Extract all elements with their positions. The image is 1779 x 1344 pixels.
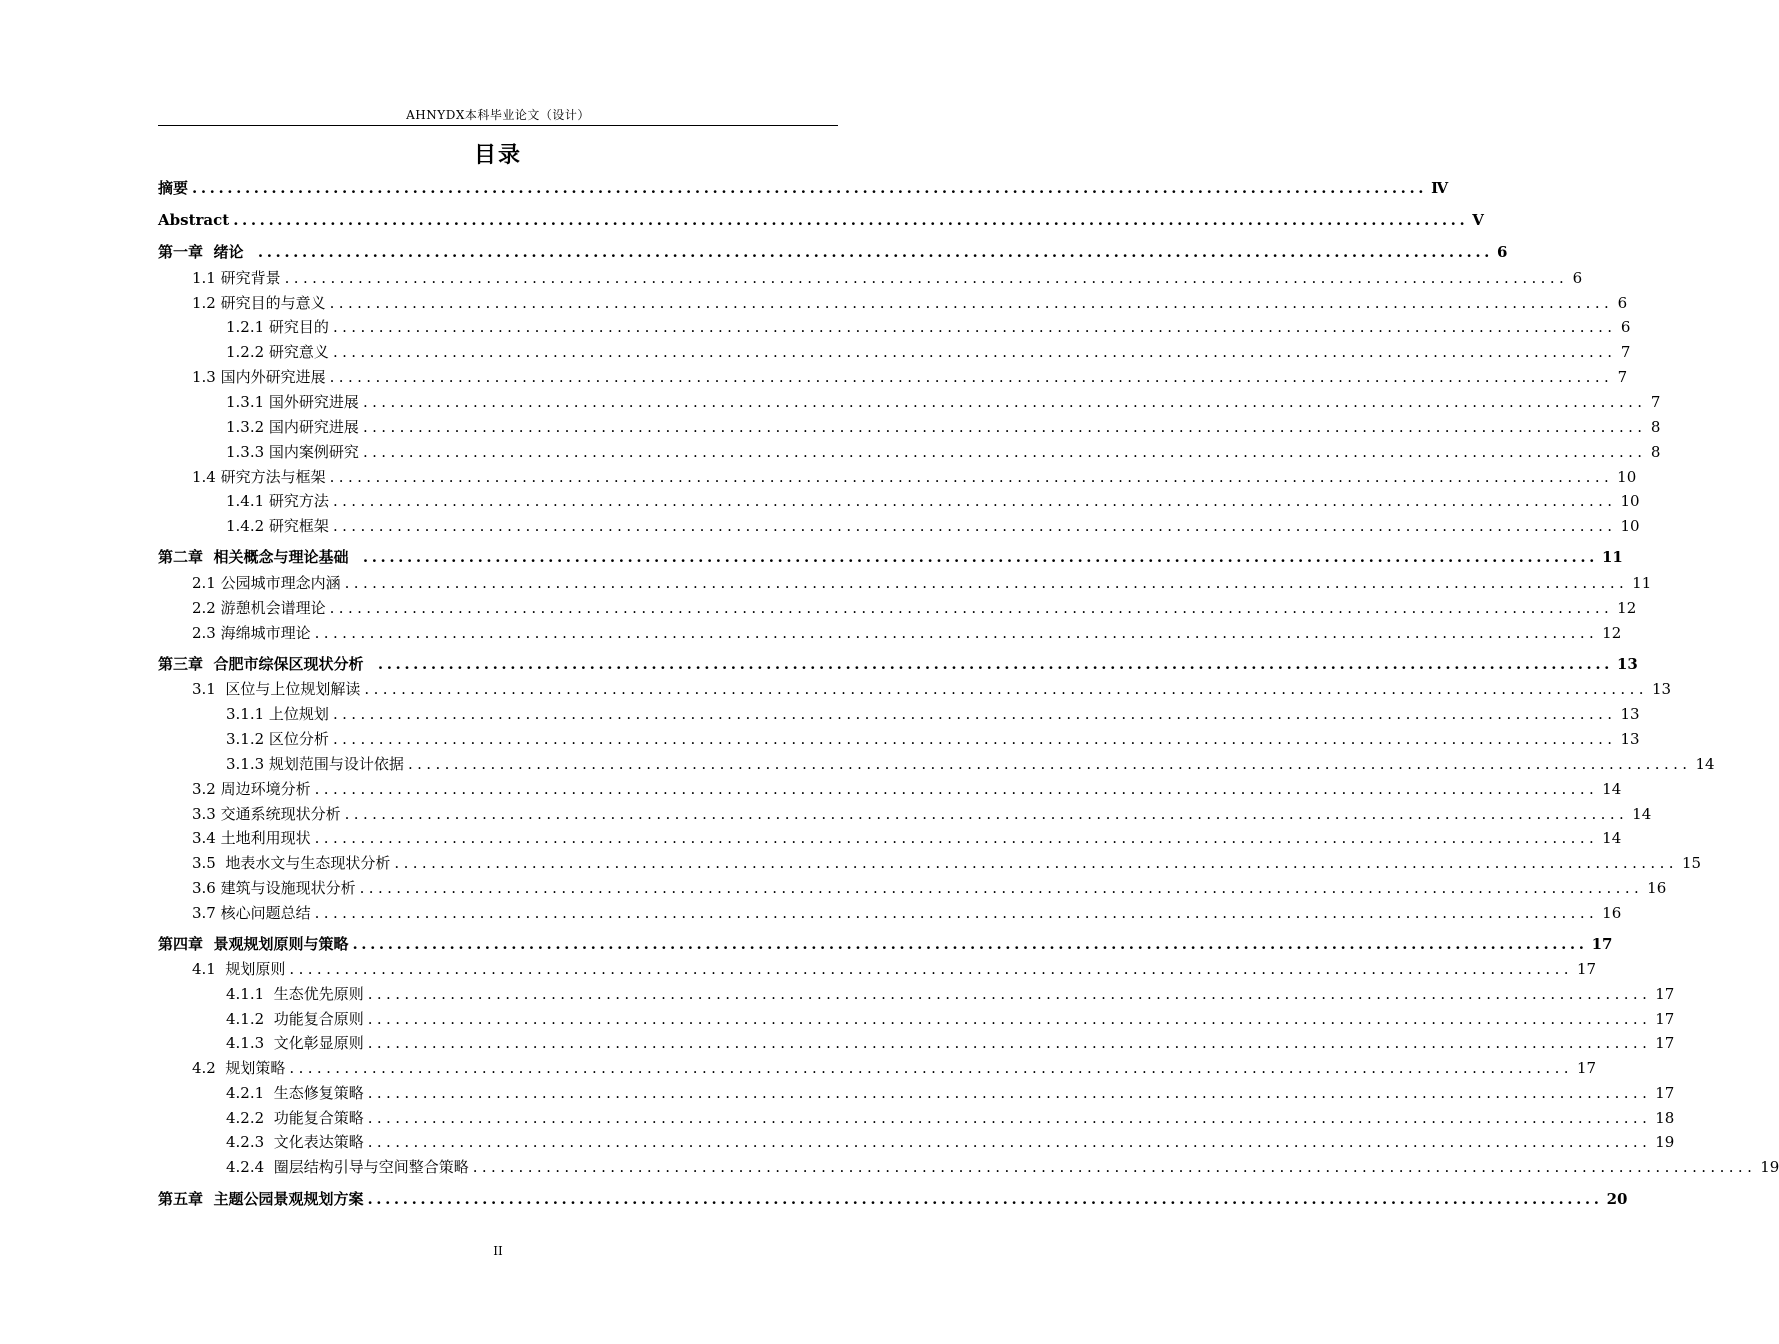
toc-entry[interactable]: [226, 728, 1640, 750]
toc-entry-page: 17: [1655, 1010, 1675, 1028]
toc-dot-leader: ............................................................................................................................................: [329, 294, 1614, 312]
toc-entry-page: 16: [1647, 879, 1667, 897]
toc-entry[interactable]: [226, 441, 1661, 463]
toc-entry-page: 8: [1650, 443, 1661, 461]
toc-entry[interactable]: [192, 852, 1702, 874]
toc-dot-leader: ............................................................................................................................................: [344, 805, 1629, 823]
toc-entry[interactable]: [192, 778, 1622, 800]
toc-entry-label: 1.2.1 研究目的: [226, 318, 329, 336]
toc-entry[interactable]: [226, 1156, 1779, 1178]
toc-dot-leader: ............................................................................................................................................: [329, 468, 1614, 486]
toc-entry-page: 18: [1655, 1109, 1675, 1127]
toc-dot-leader: ............................................................................................................................................: [394, 854, 1678, 872]
toc-dot-leader: ............................................................................................................................................: [344, 574, 1629, 592]
toc-dot-leader: ............................................................................................................................................: [352, 935, 1588, 953]
toc-dot-leader: ............................................................................................................................................: [332, 492, 1617, 510]
toc-entry-page: 7: [1620, 343, 1631, 361]
toc-entry[interactable]: [192, 803, 1652, 825]
toc-entry[interactable]: [192, 827, 1622, 849]
toc-entry-label: 3.2 周边环境分析: [192, 780, 311, 798]
toc-entry-page: 13: [1651, 680, 1672, 698]
toc-entry[interactable]: [158, 1188, 1628, 1210]
toc-entry[interactable]: [192, 366, 1628, 388]
toc-dot-leader: ............................................................................................................................................: [367, 1133, 1652, 1151]
toc-dot-leader: ............................................................................................................................................: [362, 393, 1647, 411]
toc-entry-page: Ⅳ: [1431, 179, 1449, 197]
toc-dot-leader: ............................................................................................................................................: [289, 960, 1573, 978]
toc-entry[interactable]: [226, 316, 1631, 338]
toc-dot-leader: ............................................................................................................................................: [314, 904, 1599, 922]
toc-entry-label: 1.4.2 研究框架: [226, 517, 329, 535]
toc-dot-leader: ............................................................................................................................................: [332, 343, 1617, 361]
toc-entry-page: 10: [1620, 492, 1640, 510]
toc-entry-page: 7: [1617, 368, 1628, 386]
toc-dot-leader: ............................................................................................................................................: [472, 1158, 1757, 1176]
toc-entry[interactable]: [192, 597, 1637, 619]
toc-title: 目录: [473, 142, 522, 168]
toc-entry-page: 10: [1617, 468, 1637, 486]
toc-entry-label: 3.5 地表水文与生态现状分析: [192, 854, 391, 872]
toc-dot-leader: ............................................................................................................................................: [407, 755, 1692, 773]
toc-entry[interactable]: [158, 177, 1449, 199]
toc-dot-leader: ............................................................................................................................................: [362, 418, 1647, 436]
toc-entry-label: 1.4 研究方法与框架: [192, 468, 326, 486]
toc-entry[interactable]: [158, 546, 1623, 568]
toc-entry[interactable]: [192, 267, 1583, 289]
toc-dot-leader: ............................................................................................................................................: [284, 269, 1569, 287]
toc-dot-leader: ............................................................................................................................................: [332, 730, 1617, 748]
toc-entry[interactable]: [192, 958, 1597, 980]
toc-entry-page: 14: [1695, 755, 1715, 773]
toc-entry-label: 4.1.3 文化彰显原则: [226, 1034, 364, 1052]
toc-entry[interactable]: [226, 703, 1640, 725]
toc-entry-page: 10: [1620, 517, 1640, 535]
toc-entry[interactable]: [226, 341, 1631, 363]
toc-entry-page: 19: [1655, 1133, 1675, 1151]
toc-entry-label: 4.2 规划策略: [192, 1059, 286, 1077]
toc-entry[interactable]: [226, 1008, 1675, 1030]
toc-entry-page: 17: [1591, 935, 1613, 953]
toc-entry-page: 12: [1617, 599, 1637, 617]
toc-entry-page: 6: [1617, 294, 1628, 312]
toc-entry[interactable]: [158, 241, 1508, 263]
toc-entry-label: 第三章 合肥市综保区现状分析: [158, 655, 374, 673]
toc-dot-leader: ............................................................................................................................................: [314, 829, 1599, 847]
toc-entry-label: 3.3 交通系统现状分析: [192, 805, 341, 823]
toc-dot-leader: ............................................................................................................................................: [314, 624, 1599, 642]
toc-entry[interactable]: [226, 1032, 1675, 1054]
toc-dot-leader: ............................................................................................................................................: [362, 443, 1647, 461]
toc-entry-label: 第四章 景观规划原则与策略: [158, 935, 349, 953]
toc-entry-label: 3.4 土地利用现状: [192, 829, 311, 847]
toc-entry-page: 20: [1606, 1190, 1628, 1208]
toc-entry[interactable]: [226, 391, 1661, 413]
toc-entry-label: 3.6 建筑与设施现状分析: [192, 879, 356, 897]
toc-entry[interactable]: [192, 572, 1652, 594]
toc-dot-leader: ............................................................................................................................................: [367, 1034, 1652, 1052]
toc-entry-page: 17: [1655, 1034, 1675, 1052]
toc-entry-page: 16: [1602, 904, 1622, 922]
toc-dot-leader: ............................................................................................................................................: [289, 1059, 1573, 1077]
toc-entry-page: 15: [1681, 854, 1702, 872]
toc-entry-label: 1.3.1 国外研究进展: [226, 393, 359, 411]
toc-entry[interactable]: [226, 515, 1640, 537]
toc-entry-label: 3.1.1 上位规划: [226, 705, 329, 723]
toc-dot-leader: ............................................................................................................................................: [332, 517, 1617, 535]
toc-entry-page: 12: [1602, 624, 1622, 642]
toc-entry[interactable]: [226, 1131, 1675, 1153]
toc-entry-page: 14: [1602, 829, 1622, 847]
toc-entry[interactable]: [192, 466, 1637, 488]
running-header: AHNYDX本科毕业论文（设计）: [406, 108, 590, 122]
toc-dot-leader: ............................................................................................................................................: [359, 879, 1644, 897]
toc-entry-page: 13: [1620, 730, 1640, 748]
toc-entry-page: 17: [1576, 960, 1597, 978]
toc-entry-label: 4.2.3 文化表达策略: [226, 1133, 364, 1151]
toc-entry-label: 摘要: [158, 179, 189, 197]
toc-dot-leader: ............................................................................................................................................: [192, 179, 1428, 197]
toc-dot-leader: ............................................................................................................................................: [362, 548, 1598, 566]
toc-entry-page: 11: [1602, 548, 1623, 566]
toc-entry[interactable]: [192, 292, 1628, 314]
toc-entry-label: 1.4.1 研究方法: [226, 492, 329, 510]
toc-entry-label: 第一章 绪论: [158, 243, 254, 261]
toc-entry-label: 4.2.4 圈层结构引导与空间整合策略: [226, 1158, 469, 1176]
toc-entry[interactable]: [192, 622, 1622, 644]
toc-entry-label: 1.2 研究目的与意义: [192, 294, 326, 312]
toc-entry[interactable]: [226, 753, 1715, 775]
toc-dot-leader: ............................................................................................................................................: [367, 1190, 1603, 1208]
toc-entry-page: 11: [1632, 574, 1652, 592]
toc-entry[interactable]: [192, 902, 1622, 924]
toc-entry[interactable]: [192, 877, 1667, 899]
toc-entry-page: 6: [1572, 269, 1583, 287]
toc-entry-label: 4.1.1 生态优先原则: [226, 985, 364, 1003]
toc-entry-page: 7: [1650, 393, 1661, 411]
toc-entry-page: 14: [1632, 805, 1652, 823]
toc-dot-leader: ............................................................................................................................................: [377, 655, 1613, 673]
toc-dot-leader: ............................................................................................................................................: [233, 211, 1469, 229]
toc-entry-label: 第五章 主题公园景观规划方案: [158, 1190, 364, 1208]
toc-dot-leader: ............................................................................................................................................: [332, 705, 1617, 723]
toc-entry-label: 3.1.3 规划范围与设计依据: [226, 755, 404, 773]
toc-dot-leader: ............................................................................................................................................: [367, 1084, 1652, 1102]
toc-entry-page: 14: [1602, 780, 1622, 798]
toc-entry-page: 19: [1760, 1158, 1779, 1176]
toc-entry-label: 3.1 区位与上位规划解读: [192, 680, 361, 698]
toc-entry-page: 17: [1576, 1059, 1597, 1077]
toc-entry-label: 3.7 核心问题总结: [192, 904, 311, 922]
toc-entry[interactable]: [192, 678, 1672, 700]
toc-entry[interactable]: [226, 1107, 1675, 1129]
toc-entry[interactable]: [226, 490, 1640, 512]
toc-entry[interactable]: [158, 933, 1613, 955]
toc-entry-label: 4.2.1 生态修复策略: [226, 1084, 364, 1102]
toc-entry-label: 1.3 国内外研究进展: [192, 368, 326, 386]
toc-entry-label: 2.2 游憩机会谱理论: [192, 599, 326, 617]
toc-entry[interactable]: [158, 209, 1484, 231]
toc-entry-page: 17: [1655, 985, 1675, 1003]
toc-entry[interactable]: [226, 416, 1661, 438]
toc-entry-label: 2.1 公园城市理念内涵: [192, 574, 341, 592]
toc-entry-page: 13: [1620, 705, 1640, 723]
toc-dot-leader: ............................................................................................................................................: [364, 680, 1648, 698]
toc-entry-page: 13: [1617, 655, 1638, 673]
toc-entry-label: 3.1.2 区位分析: [226, 730, 329, 748]
toc-dot-leader: ............................................................................................................................................: [367, 1109, 1652, 1127]
toc-dot-leader: ............................................................................................................................................: [329, 599, 1614, 617]
toc-dot-leader: ............................................................................................................................................: [367, 1010, 1652, 1028]
toc-dot-leader: ............................................................................................................................................: [257, 243, 1493, 261]
toc-entry-label: 第二章 相关概念与理论基础: [158, 548, 359, 566]
toc-entry-page: 8: [1650, 418, 1661, 436]
toc-dot-leader: ............................................................................................................................................: [314, 780, 1599, 798]
toc-entry-page: 6: [1620, 318, 1631, 336]
toc-entry[interactable]: [158, 653, 1638, 675]
toc-entry-label: 1.2.2 研究意义: [226, 343, 329, 361]
toc-entry[interactable]: [192, 1057, 1597, 1079]
toc-entry-label: Abstract: [158, 211, 230, 229]
toc-entry-label: 2.3 海绵城市理论: [192, 624, 311, 642]
toc-entry[interactable]: [226, 983, 1675, 1005]
toc-entry-label: 1.3.2 国内研究进展: [226, 418, 359, 436]
toc-entry-page: Ⅴ: [1472, 211, 1484, 229]
toc-entry-label: 4.2.2 功能复合策略: [226, 1109, 364, 1127]
toc-entry-page: 17: [1655, 1084, 1675, 1102]
toc-entry-label: 1.3.3 国内案例研究: [226, 443, 359, 461]
toc-entry[interactable]: [226, 1082, 1675, 1104]
toc-entry-label: 4.1.2 功能复合原则: [226, 1010, 364, 1028]
toc-dot-leader: ............................................................................................................................................: [332, 318, 1617, 336]
toc-entry-label: 1.1 研究背景: [192, 269, 281, 287]
toc-entry-label: 4.1 规划原则: [192, 960, 286, 978]
toc-dot-leader: ............................................................................................................................................: [329, 368, 1614, 386]
toc-entry-page: 6: [1497, 243, 1508, 261]
toc-dot-leader: ............................................................................................................................................: [367, 985, 1652, 1003]
page-number: II: [493, 1244, 503, 1258]
